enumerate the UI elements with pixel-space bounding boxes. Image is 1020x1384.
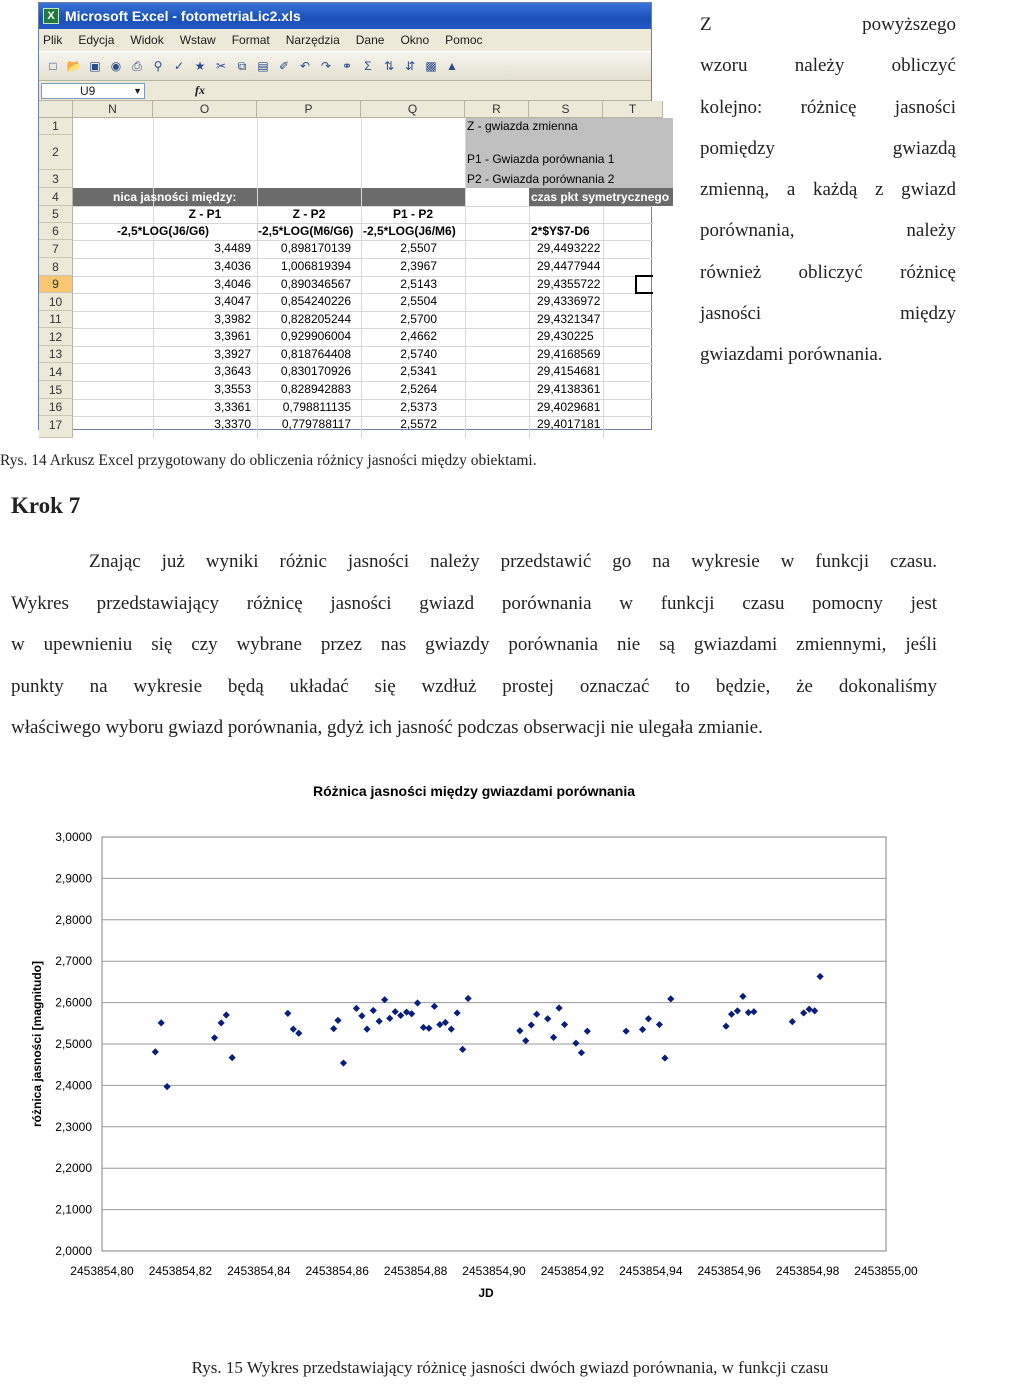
y-axis-label: różnica jasności [magnitudo] — [30, 960, 44, 1128]
step-heading: Krok 7 — [11, 493, 81, 518]
x-tick-label: 2453854,96 — [697, 1264, 761, 1278]
row-header[interactable]: 17 — [39, 416, 73, 438]
row-header[interactable]: 12 — [39, 328, 73, 346]
chart-svg — [26, 770, 940, 1310]
row-header[interactable]: 2 — [39, 135, 73, 170]
table-cell[interactable]: 3,4036 — [214, 259, 251, 273]
table-cell[interactable]: 0,929906004 — [280, 329, 351, 343]
header-band-time-label: czas pkt symetrycznego — [531, 190, 670, 204]
table-cell[interactable]: 3,3927 — [214, 347, 251, 361]
table-cell[interactable]: 2,5373 — [400, 400, 437, 414]
column-header-t[interactable]: T — [603, 101, 663, 118]
menu-item-okno[interactable]: Okno — [400, 33, 430, 47]
table-cell[interactable]: 3,4046 — [214, 277, 251, 291]
table-cell[interactable]: 3,3370 — [214, 417, 251, 431]
table-cell[interactable]: 3,3961 — [214, 329, 251, 343]
side-line: jasności między — [700, 303, 956, 325]
cut-icon[interactable]: ✂ — [215, 59, 227, 73]
row-header[interactable]: 1 — [39, 118, 73, 135]
formula-z-p1: -2,5*LOG(J6/G6) — [117, 224, 210, 238]
table-cell[interactable]: 2,5700 — [400, 312, 437, 326]
x-tick-label: 2453854,88 — [383, 1264, 448, 1278]
table-cell[interactable]: 29,4138361 — [537, 382, 601, 396]
menu-item-widok[interactable]: Widok — [130, 33, 164, 47]
y-tick-label: 2,5000 — [55, 1037, 92, 1051]
column-header-s[interactable]: S — [529, 101, 603, 118]
print-icon[interactable]: ⎙ — [132, 59, 142, 73]
table-cell[interactable]: 29,4168569 — [537, 347, 601, 361]
legend-line-z: Z - gwiazda zmienna — [467, 119, 578, 133]
name-box[interactable] — [41, 83, 145, 99]
y-tick-label: 2,6000 — [55, 995, 92, 1010]
body-line: w upewnieniu się czy wybrane przez nas gwiazdy porównania nie są gwiazdami zmiennymi, jeśli — [11, 634, 937, 655]
side-line: zmienną, a każdą z gwiazd — [700, 179, 956, 201]
row-header[interactable]: 8 — [39, 258, 73, 276]
table-cell[interactable]: 2,4662 — [400, 329, 437, 343]
x-tick-label: 2453854,98 — [775, 1264, 840, 1278]
table-cell[interactable]: 29,430225 — [537, 329, 594, 343]
formula-z-p2: -2,5*LOG(M6/G6) — [258, 224, 354, 238]
format-painter-icon[interactable]: ✐ — [278, 59, 290, 73]
col-label-z-p2: Z - P2 — [292, 207, 326, 221]
col-label-z-p1: Z - P1 — [188, 207, 222, 221]
row-header[interactable]: 13 — [39, 346, 73, 363]
side-line: pomiędzy gwiazdą — [700, 137, 956, 159]
table-cell[interactable]: 0,830170926 — [280, 364, 351, 378]
x-tick-label: 2453854,84 — [227, 1264, 291, 1278]
permission-icon[interactable]: ◉ — [110, 59, 122, 73]
table-cell[interactable]: 2,5264 — [400, 382, 437, 396]
table-cell[interactable]: 3,3553 — [214, 382, 251, 396]
row-header[interactable]: 6 — [39, 223, 73, 240]
header-band-gap — [465, 188, 529, 206]
table-cell[interactable]: 2,5740 — [400, 347, 437, 361]
excel-app-icon: X — [43, 8, 59, 24]
table-cell[interactable]: 2,5143 — [400, 277, 437, 291]
side-line: gwiazdami porównania. — [700, 344, 883, 366]
table-cell[interactable]: 0,890346567 — [280, 277, 351, 291]
row-header[interactable]: 11 — [39, 311, 73, 328]
chart-title: Różnica jasności między gwiazdami porównania — [312, 783, 636, 799]
row-header[interactable]: 4 — [39, 188, 73, 206]
row-header[interactable]: 14 — [39, 363, 73, 381]
y-tick-label: 2,1000 — [55, 1202, 92, 1217]
menu-item-narzedzia[interactable]: Narzędzia — [285, 33, 340, 47]
side-line: porównania, należy — [700, 220, 956, 242]
table-cell[interactable]: 0,818764408 — [280, 347, 351, 361]
x-tick-label: 2453855,00 — [854, 1264, 918, 1278]
table-cell[interactable]: 2,3967 — [400, 259, 437, 273]
body-line: Znając już wyniki różnic jasności należy przedstawić go na wykresie w funkcji czasu. — [89, 551, 937, 572]
spelling-icon[interactable]: ✓ — [173, 59, 185, 73]
row-header[interactable]: 3 — [39, 170, 73, 188]
table-cell[interactable]: 29,4336972 — [537, 294, 601, 308]
y-tick-label: 2,2000 — [55, 1161, 92, 1176]
formula-p1-p2: -2,5*LOG(J6/M6) — [363, 224, 456, 238]
menu-item-plik[interactable]: Plik — [43, 33, 63, 47]
table-cell[interactable]: 2,5507 — [400, 241, 437, 255]
menu-item-edycja[interactable]: Edycja — [78, 33, 115, 47]
col-label-p1-p2: P1 - P2 — [392, 207, 434, 221]
table-cell[interactable]: 3,3982 — [214, 312, 251, 326]
y-tick-label: 2,3000 — [55, 1119, 92, 1134]
table-cell[interactable]: 2,5572 — [400, 417, 437, 431]
figure-14-caption: Rys. 14 Arkusz Excel przygotowany do obliczenia różnicy jasności między obiektami. — [0, 452, 537, 469]
body-paragraph — [11, 541, 937, 749]
table-cell[interactable]: 29,4154681 — [537, 364, 601, 378]
column-header-r[interactable]: R — [465, 101, 529, 118]
drawing-icon[interactable]: ▲ — [446, 59, 458, 73]
menu-item-pomoc[interactable]: Pomoc — [445, 33, 483, 47]
row-header[interactable]: 10 — [39, 293, 73, 311]
research-icon[interactable]: ★ — [194, 59, 206, 73]
table-cell[interactable]: 1,006819394 — [280, 259, 351, 273]
side-line: wzoru należy obliczyć — [700, 55, 956, 77]
row-header[interactable]: 5 — [39, 206, 73, 223]
x-tick-label: 2453854,94 — [619, 1264, 683, 1278]
row-header-selected[interactable]: 9 — [39, 276, 73, 293]
excel-title-bar — [39, 3, 651, 29]
chart-wizard-icon[interactable]: ▩ — [425, 59, 437, 73]
menu-item-format[interactable]: Format — [231, 33, 270, 47]
row-header[interactable]: 7 — [39, 240, 73, 258]
legend-line-p1: P1 - Gwiazda porównania 1 — [467, 152, 615, 166]
undo-icon[interactable]: ↶ — [299, 59, 311, 73]
x-tick-label: 2453854,92 — [540, 1264, 605, 1278]
table-cell[interactable]: 0,854240226 — [280, 294, 351, 308]
table-cell[interactable]: 29,4493222 — [537, 241, 601, 255]
sort-ascending-icon[interactable]: ⇅ — [383, 59, 395, 73]
body-line: Wykres przedstawiający różnicę jasności gwiazd porównania w funkcji czasu pomocny jest — [11, 592, 937, 614]
menu-item-wstaw[interactable]: Wstaw — [179, 33, 216, 47]
table-cell[interactable]: 29,4355722 — [537, 277, 601, 291]
table-cell[interactable]: 29,4477944 — [537, 259, 601, 273]
new-file-icon[interactable]: □ — [49, 59, 57, 73]
column-header-n[interactable]: N — [73, 101, 153, 118]
body-line: właściwego wyboru gwiazd porównania, gdyż ich jasność podczas obserwacji nie ulegała zmianie. — [11, 717, 763, 738]
x-axis-label: JD — [478, 1286, 494, 1300]
table-cell[interactable]: 29,4321347 — [537, 312, 601, 326]
table-cell[interactable]: 3,3361 — [214, 400, 251, 414]
y-tick-label: 2,0000 — [55, 1244, 92, 1258]
chevron-down-icon[interactable]: ▼ — [133, 85, 142, 96]
hyperlink-icon[interactable]: ⚭ — [341, 59, 353, 73]
side-line: kolejno: różnicę jasności — [700, 96, 956, 118]
side-line: Z powyższego — [700, 14, 956, 35]
x-tick-label: 2453854,82 — [148, 1264, 213, 1278]
excel-window-title: Microsoft Excel - fotometriaLic2.xls — [65, 8, 301, 24]
table-cell[interactable]: 0,828942883 — [280, 382, 351, 396]
menu-item-dane[interactable]: Dane — [355, 33, 385, 47]
side-line: również obliczyć różnicę — [700, 261, 956, 283]
table-cell[interactable]: 3,4489 — [214, 241, 251, 255]
fx-icon[interactable]: fx — [195, 83, 205, 97]
table-cell[interactable]: 2,5341 — [400, 364, 437, 378]
table-cell[interactable]: 3,4047 — [214, 294, 251, 308]
copy-icon[interactable]: ⧉ — [237, 59, 247, 73]
excel-menu-bar — [39, 29, 651, 51]
table-cell[interactable]: 0,779788117 — [281, 417, 351, 431]
side-paragraph — [700, 4, 956, 376]
table-cell[interactable]: 29,4029681 — [537, 400, 601, 414]
column-header-q[interactable]: Q — [361, 101, 465, 118]
open-folder-icon[interactable]: 📂 — [66, 59, 82, 73]
table-cell[interactable]: 0,898170139 — [280, 241, 351, 255]
excel-formula-bar — [39, 81, 651, 101]
print-preview-icon[interactable]: ⚲ — [153, 59, 163, 73]
scatter-chart — [26, 770, 940, 1310]
y-tick-label: 2,7000 — [55, 954, 92, 969]
y-tick-label: 2,4000 — [55, 1078, 92, 1093]
table-cell[interactable]: 0,798811135 — [282, 400, 351, 414]
x-tick-label: 2453854,80 — [70, 1264, 134, 1278]
column-header-o[interactable]: O — [153, 101, 257, 118]
table-cell[interactable]: 3,3643 — [214, 364, 251, 378]
select-all-corner[interactable] — [39, 101, 73, 118]
y-tick-label: 3,0000 — [55, 830, 92, 844]
column-header-p[interactable]: P — [257, 101, 361, 118]
table-cell[interactable]: 0,828205244 — [280, 312, 351, 326]
y-tick-label: 2,9000 — [55, 871, 92, 886]
header-band-label: nica jasności między: — [113, 190, 237, 204]
sort-descending-icon[interactable]: ⇵ — [404, 59, 416, 73]
table-cell[interactable]: 29,4017181 — [537, 417, 601, 431]
x-tick-label: 2453854,86 — [305, 1264, 369, 1278]
formula-time: 2*$Y$7-D6 — [531, 224, 590, 238]
autosum-icon[interactable]: Σ — [364, 59, 372, 73]
name-box-value: U9 — [80, 83, 96, 98]
paste-icon[interactable]: ▤ — [257, 59, 269, 73]
figure-15-caption: Rys. 15 Wykres przedstawiający różnicę jasności dwóch gwiazd porównania, w funkcji czasu — [191, 1358, 829, 1377]
table-cell[interactable]: 2,5504 — [400, 294, 437, 308]
excel-toolbar — [39, 51, 651, 81]
row-header[interactable]: 16 — [39, 399, 73, 416]
row-header[interactable]: 15 — [39, 381, 73, 399]
x-tick-label: 2453854,90 — [462, 1264, 526, 1278]
save-icon[interactable]: ▣ — [89, 59, 101, 73]
body-line: punkty na wykresie będą układać się wzdłuż prostej oznaczać to będzie, że dokonaliśmy — [11, 675, 937, 697]
legend-line-p2: P2 - Gwiazda porównania 2 — [467, 172, 615, 186]
excel-screenshot — [38, 2, 670, 432]
redo-icon[interactable]: ↷ — [320, 59, 332, 73]
y-tick-label: 2,8000 — [55, 912, 92, 927]
active-cell-marker[interactable] — [635, 275, 653, 294]
